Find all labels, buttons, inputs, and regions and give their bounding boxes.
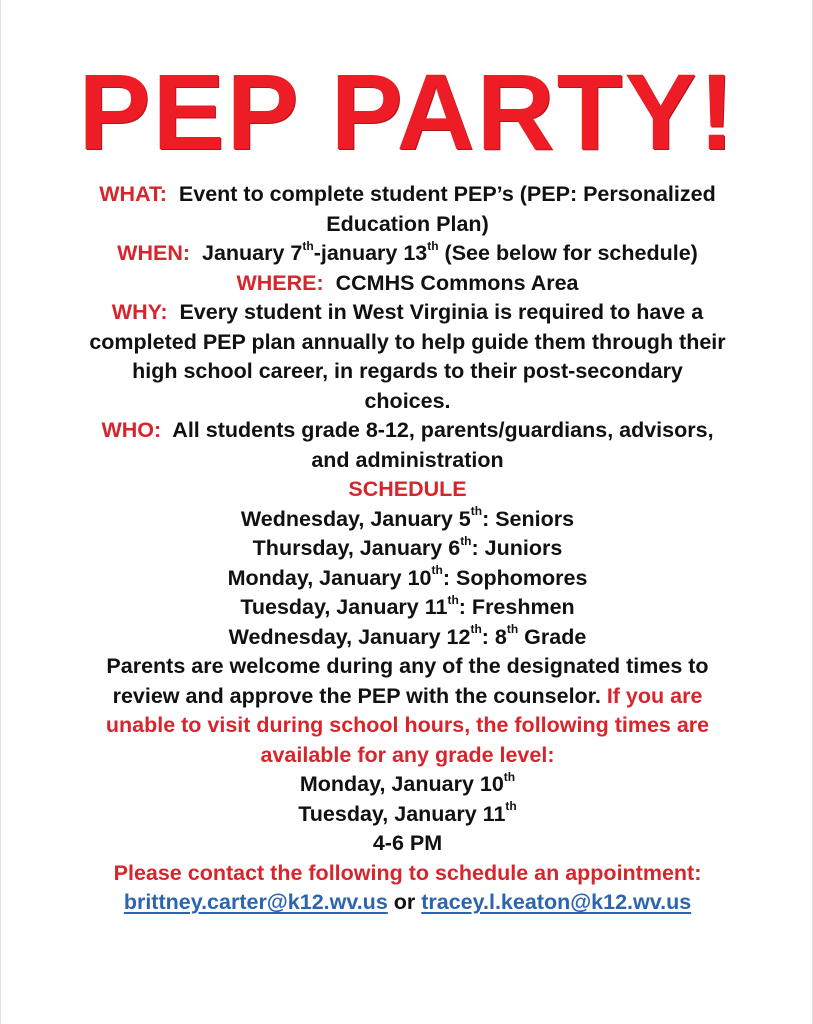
why-line (31, 298, 784, 328)
schedule-day: Wednesday, January 12 (228, 624, 471, 649)
after-hours-day-2 (31, 800, 784, 830)
schedule-item (31, 593, 784, 623)
parents-text-2: review and approve the PEP with the counselor. (112, 683, 607, 708)
email-link-keaton[interactable]: tracey.l.keaton@k12.wv.us (421, 890, 692, 914)
why-text-3: high school career, in regards to their post-secondary (132, 359, 683, 383)
who-line (31, 416, 784, 446)
schedule-day-sup: th (431, 563, 443, 578)
flyer-title: PEP PARTY! (78, 51, 737, 172)
schedule-day-sup: th (470, 504, 483, 519)
parents-text-1: Parents are welcome during any of the designated times to (106, 654, 709, 678)
what-label: WHAT: (99, 182, 167, 206)
why-text-1: Every student in West Virginia is required to have a (179, 300, 704, 324)
after-hours-day-1 (31, 770, 784, 800)
when-start: January 7 (201, 241, 303, 265)
schedule-item (31, 534, 784, 564)
schedule-day-sup: th (460, 533, 472, 548)
after-hours-day-1-sup: th (503, 769, 516, 784)
when-end: -january 13 (313, 241, 428, 265)
flyer-body (31, 180, 784, 918)
who-text-2: and administration (311, 447, 504, 472)
parents-text-2-red: If you are (606, 683, 703, 708)
schedule-day-sup: th (470, 622, 482, 637)
schedule-group: : Freshmen (458, 595, 575, 619)
who-label: WHO: (101, 418, 162, 442)
schedule-item (31, 505, 784, 535)
where-text: CCMHS Commons Area (335, 270, 579, 295)
schedule-item (31, 564, 784, 594)
contact-text: Please contact the following to schedule an appointment: (113, 860, 702, 885)
schedule-item (31, 623, 784, 653)
after-hours-time: 4-6 PM (372, 831, 443, 855)
schedule-day: Tuesday, January 11 (240, 595, 448, 619)
schedule-group-tail: Grade (518, 624, 587, 649)
after-hours-day-1-text: Monday, January 10 (299, 772, 504, 796)
contact-or: or (387, 890, 422, 914)
when-label: WHEN: (117, 241, 191, 265)
who-text-1: All students grade 8-12, parents/guardians, advisors, (172, 418, 714, 442)
after-hours-day-2-sup: th (505, 799, 517, 814)
when-start-sup: th (302, 238, 314, 253)
parents-text-4: available for any grade level: (260, 742, 555, 767)
contact-emails (31, 888, 784, 918)
schedule-day-sup: th (447, 592, 459, 607)
parents-line-2 (31, 682, 784, 712)
schedule-group-sup: th (506, 622, 519, 637)
where-label: WHERE: (236, 270, 324, 295)
schedule-day: Thursday, January 6 (252, 536, 461, 560)
what-text-1: Event to complete student PEP’s (PEP: Personalized (178, 182, 716, 206)
parents-text-3: unable to visit during school hours, the following times are (105, 713, 710, 737)
what-line (31, 180, 784, 210)
why-text-2: completed PEP plan annually to help guide them through their (89, 329, 726, 354)
schedule-heading: SCHEDULE (348, 477, 467, 501)
when-line (31, 239, 784, 269)
why-text-4: choices. (364, 388, 451, 413)
schedule-group: : Juniors (471, 536, 563, 560)
when-note: (See below for schedule) (438, 241, 698, 265)
when-end-sup: th (427, 238, 439, 253)
email-link-carter[interactable]: brittney.carter@k12.wv.us (123, 890, 388, 914)
schedule-group: : Sophomores (442, 565, 588, 590)
why-label: WHY: (111, 300, 168, 324)
what-text-2: Education Plan) (326, 211, 489, 236)
where-line (31, 269, 784, 299)
after-hours-day-2-text: Tuesday, January 11 (298, 801, 506, 826)
schedule-group: : 8 (481, 624, 507, 649)
schedule-day: Monday, January 10 (227, 565, 432, 590)
schedule-day: Wednesday, January 5 (240, 506, 471, 531)
schedule-group: : Seniors (482, 506, 575, 531)
